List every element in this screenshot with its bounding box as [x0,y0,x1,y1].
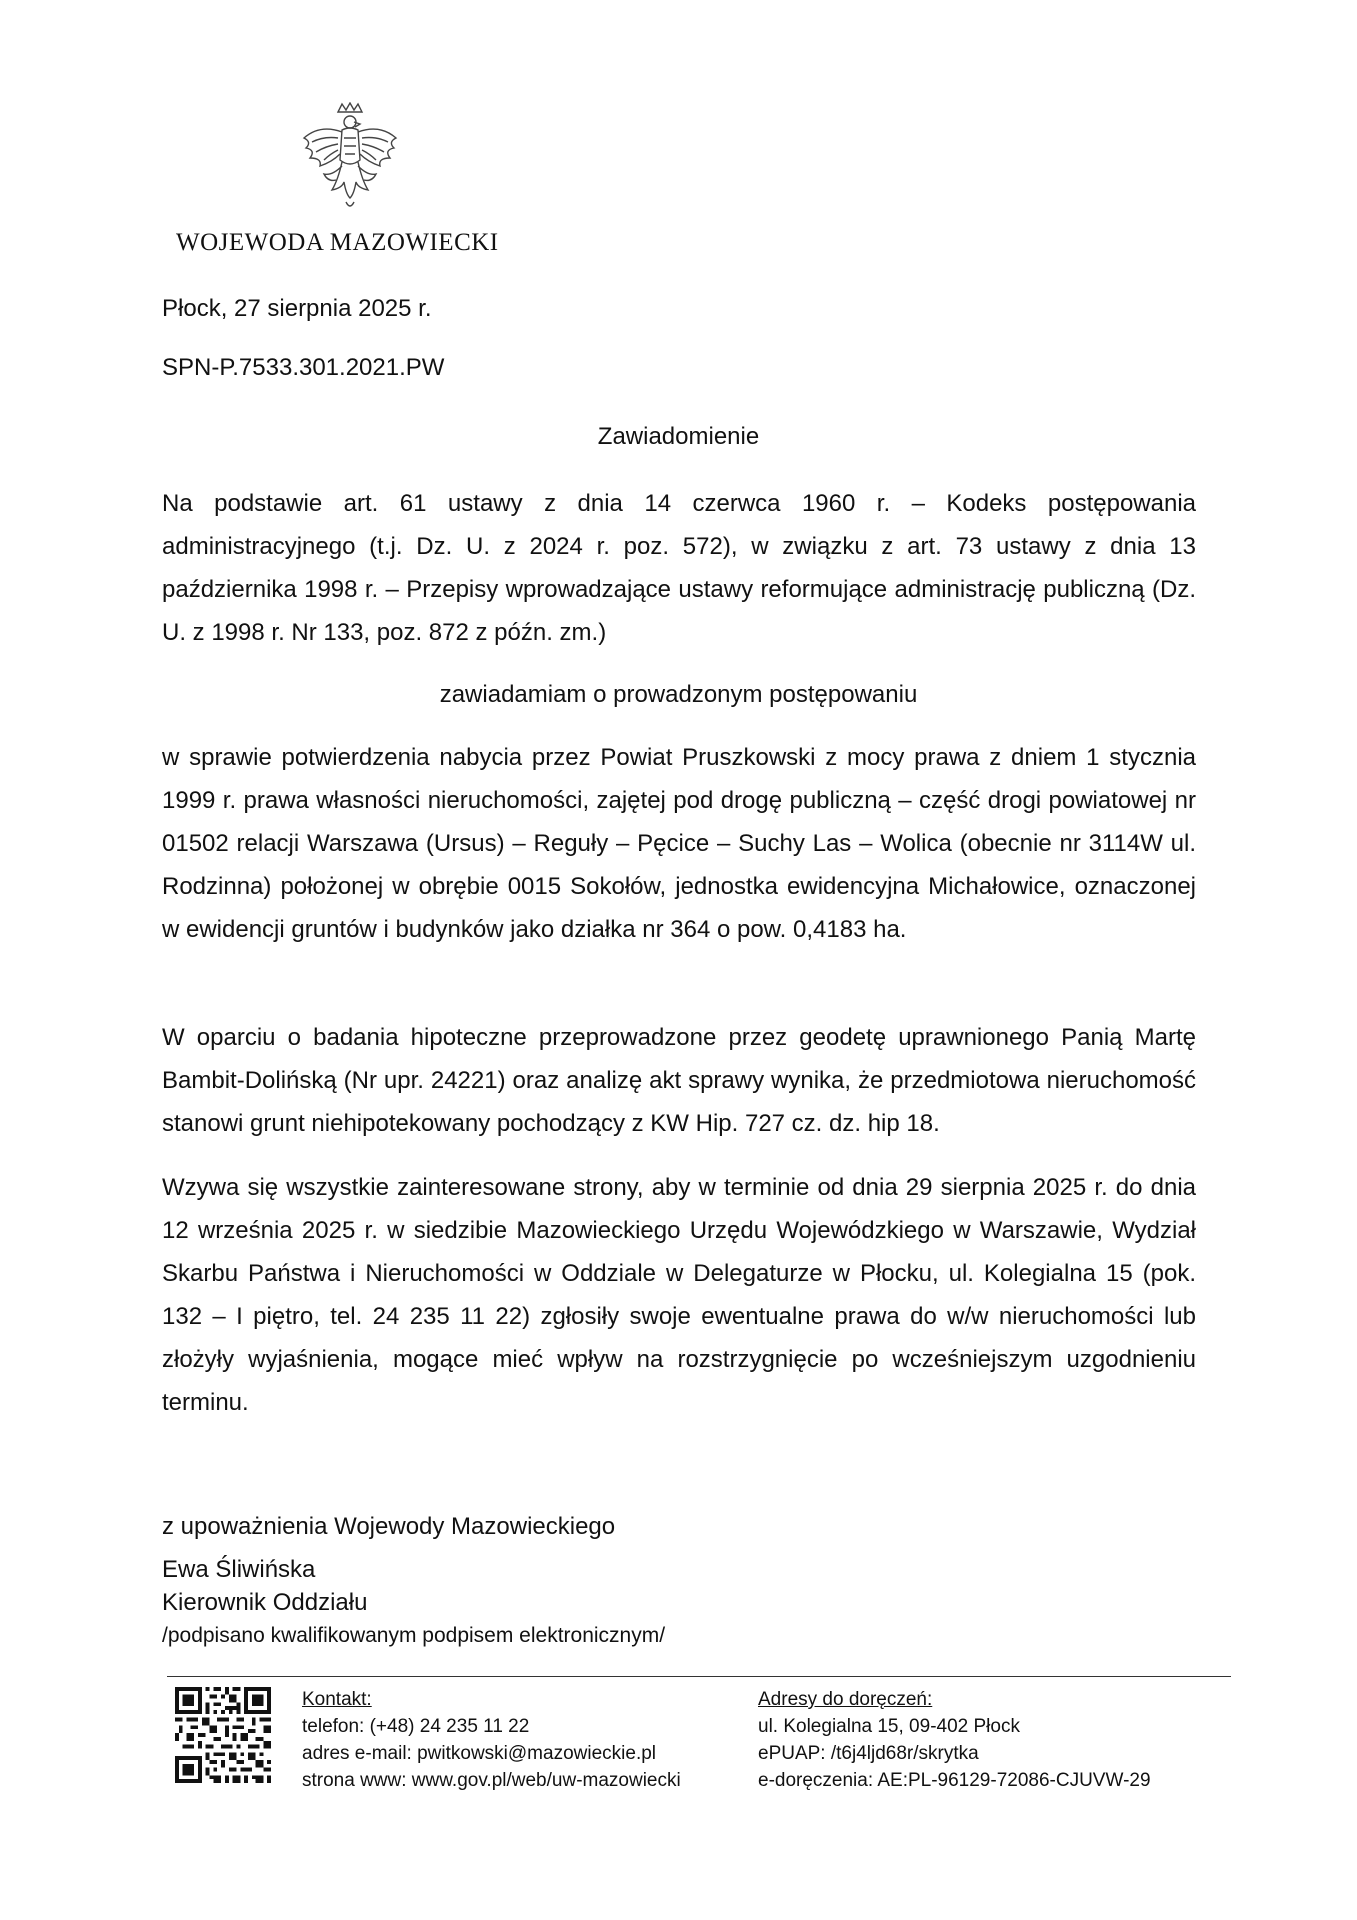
addresses-heading: Adresy do doręczeń: [758,1689,933,1710]
contact-phone[interactable]: telefon: (+48) 24 235 11 22 [302,1716,530,1737]
address-edoreczenia[interactable]: e-doręczenia: AE:PL-96129-72086-CJUVW-29 [758,1770,1151,1791]
footer-addresses [758,1686,1151,1794]
paragraph-legal-basis: Na podstawie art. 61 ustawy z dnia 14 czerwca 1960 r. – Kodeks postępowania administracyjnego (t.j. Dz. U. z 2024 r. poz. 572), w związku z art. 73 ustawy z dnia 13 października 1998 r. – Przepisy wprowadzające ustawy reformujące administrację publiczną (Dz. U. z 1998 r. Nr 133, poz. 872 z późn. zm.) [162,490,1196,646]
signature-note: /podpisano kwalifikowanym podpisem elektronicznym/ [162,1624,666,1647]
signature-authorization: z upoważnienia Wojewody Mazowieckiego [162,1513,616,1540]
place-date: Płock, 27 sierpnia 2025 r. [162,295,432,322]
qr-code-icon[interactable] [175,1687,271,1783]
signature-name: Ewa Śliwińska [162,1556,316,1583]
document-title: Zawiadomienie [597,423,760,450]
authority-name: WOJEWODA MAZOWIECKI [176,229,499,256]
footer-divider [167,1676,1231,1677]
address-epuap[interactable]: ePUAP: /t6j4ljd68r/skrytka [758,1743,979,1764]
address-street: ul. Kolegialna 15, 09-402 Płock [758,1716,1020,1737]
paragraph-subject: w sprawie potwierdzenia nabycia przez Powiat Pruszkowski z mocy prawa z dniem 1 stycznia 1999 r. prawa własności nieruchomości, zajętej pod drogę publiczną – część drogi powiatowej nr 01502 relacji Warszawa (Ursus) – Reguły – Pęcice – Suchy Las – Wolica (obecnie nr 3114W ul. Rodzinna) położonej w obrębie 0015 Sokołów, jednostka ewidencyjna Michałowice, oznaczonej w ewidencji gruntów i budynków jako działka nr 364 o pow. 0,4183 ha. [162,744,1196,943]
paragraph-mortgage-research: W oparciu o badania hipoteczne przeprowadzone przez geodetę uprawnionego Panią Martę Bambit-Dolińską (Nr upr. 24221) oraz analizę akt sprawy wynika, że przedmiotowa nieruchomość stanowi grunt niehipotekowany pochodzący z KW Hip. 727 cz. dz. hip 18. [162,1024,1196,1137]
contact-website[interactable]: strona www: www.gov.pl/web/uw-mazowiecki [302,1770,681,1791]
contact-email[interactable]: adres e-mail: pwitkowski@mazowieckie.pl [302,1743,657,1764]
notice-line: zawiadamiam o prowadzonym postępowaniu [439,681,918,708]
reference-number: SPN-P.7533.301.2021.PW [162,354,445,381]
paragraph-summons: Wzywa się wszystkie zainteresowane strony, aby w terminie od dnia 29 sierpnia 2025 r. do dnia 12 września 2025 r. w siedzibie Mazowieckiego Urzędu Wojewódzkiego w Warszawie, Wydział Skarbu Państwa i Nieruchomości w Oddziale w Delegaturze w Płocku, ul. Kolegialna 15 (pok. 132 – I piętro, tel. 24 235 11 22) zgłosiły swoje ewentualne prawa do w/w nieruchomości lub złożyły wyjaśnienia, mogące mieć wpływ na rozstrzygnięcie po wcześniejszym uzgodnieniu terminu. [162,1174,1196,1416]
signature-role: Kierownik Oddziału [162,1589,368,1616]
polish-eagle-emblem-icon [298,102,402,216]
footer-contact [302,1686,681,1794]
contact-heading: Kontakt: [302,1689,372,1710]
